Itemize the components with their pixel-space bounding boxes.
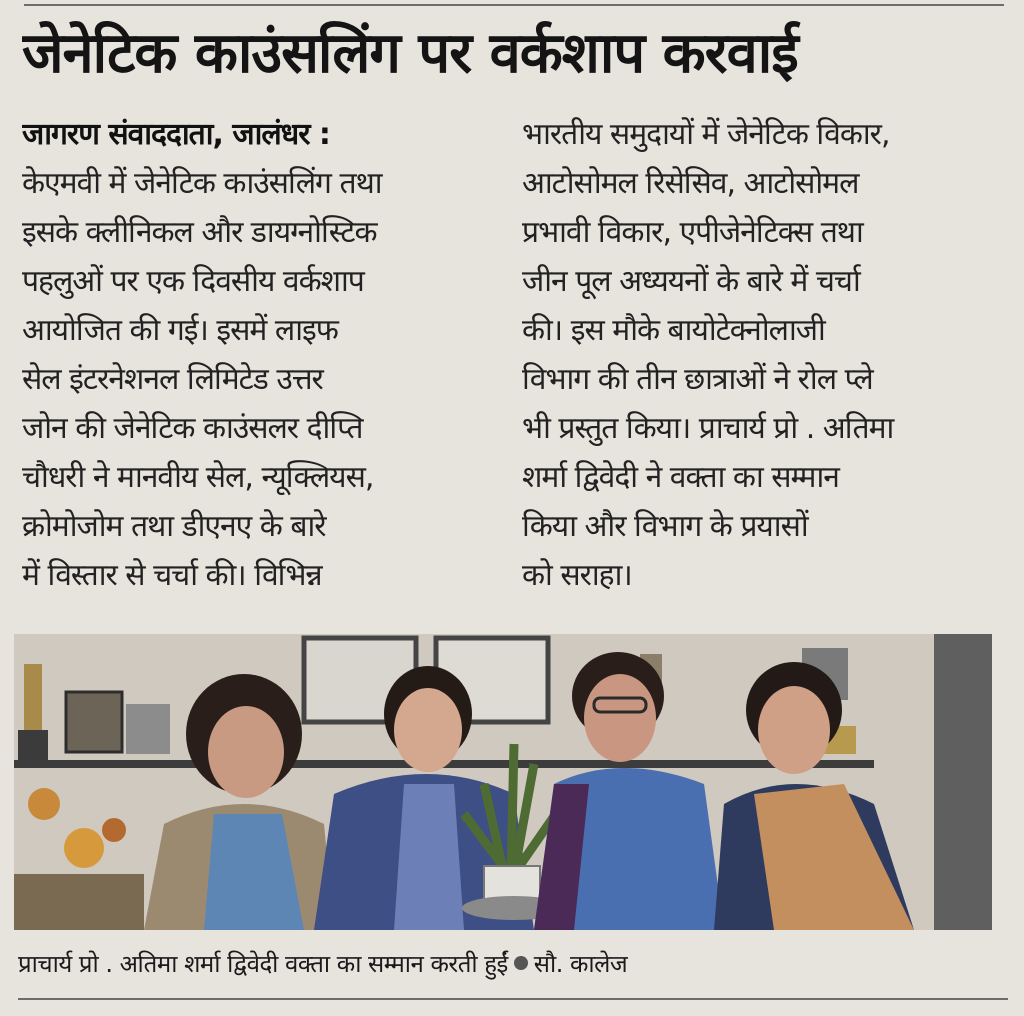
body-line: जीन पूल अध्ययनों के बारे में चर्चा bbox=[522, 264, 860, 299]
left-column bbox=[22, 110, 492, 600]
body-line: आयोजित की गई। इसमें लाइफ bbox=[22, 313, 338, 348]
body-line: विभाग की तीन छात्राओं ने रोल प्ले bbox=[522, 362, 873, 397]
bullet-icon bbox=[514, 956, 528, 970]
caption-text: प्राचार्य प्रो . अतिमा शर्मा द्विवेदी वक्ता का सम्मान करती हुईं bbox=[18, 950, 508, 978]
photo-credit: सौ. कालेज bbox=[533, 950, 628, 978]
body-line: की। इस मौके बायोटेक्नोलाजी bbox=[522, 313, 825, 348]
photo-illustration bbox=[14, 634, 992, 930]
face bbox=[758, 686, 830, 774]
body-line: आटोसोमल रिसेसिव, आटोसोमल bbox=[522, 166, 859, 201]
body-line: में विस्तार से चर्चा की। विभिन्न bbox=[22, 558, 322, 593]
body-line: भी प्रस्तुत किया। प्राचार्य प्रो . अतिमा bbox=[522, 411, 894, 446]
body-line: जोन की जेनेटिक काउंसलर दीप्ति bbox=[22, 411, 363, 446]
photo-caption bbox=[18, 946, 1008, 982]
body-line: क्रोमोजोम तथा डीएनए के बारे bbox=[22, 509, 326, 544]
dupatta bbox=[394, 784, 464, 930]
photo-frame bbox=[66, 692, 122, 752]
body-line: केएमवी में जेनेटिक काउंसलिंग तथा bbox=[22, 166, 382, 201]
body-line: चौधरी ने मानवीय सेल, न्यूक्लियस, bbox=[22, 460, 374, 495]
trophy-base bbox=[18, 730, 48, 760]
body-line: प्रभावी विकार, एपीजेनेटिक्स तथा bbox=[522, 215, 863, 250]
face bbox=[584, 674, 656, 762]
flower bbox=[102, 818, 126, 842]
face bbox=[208, 706, 284, 798]
body-line: इसके क्लीनिकल और डायग्नोस्टिक bbox=[22, 215, 377, 250]
body-line: सेल इंटरनेशनल लिमिटेड उत्तर bbox=[22, 362, 323, 397]
body-line: शर्मा द्विवेदी ने वक्ता का सम्मान bbox=[522, 460, 839, 495]
trophy bbox=[24, 664, 42, 734]
byline: जागरण संवाददाता, जालंधर : bbox=[22, 117, 330, 152]
bottom-rule bbox=[18, 998, 1008, 1000]
flower bbox=[28, 788, 60, 820]
right-column bbox=[522, 110, 992, 600]
flower bbox=[64, 828, 104, 868]
face bbox=[394, 688, 462, 772]
vase-area bbox=[14, 874, 144, 930]
article-headline: जेनेटिक काउंसलिंग पर वर्कशाप करवाई bbox=[22, 21, 798, 86]
door-frame bbox=[934, 634, 992, 930]
news-photo bbox=[14, 634, 992, 930]
body-line: को सराहा। bbox=[522, 558, 632, 593]
top-rule bbox=[24, 4, 1004, 6]
body-line: पहलुओं पर एक दिवसीय वर्कशाप bbox=[22, 264, 364, 299]
trophy bbox=[126, 704, 170, 754]
body-line: किया और विभाग के प्रयासों bbox=[522, 509, 808, 544]
body-line: भारतीय समुदायों में जेनेटिक विकार, bbox=[522, 117, 890, 152]
